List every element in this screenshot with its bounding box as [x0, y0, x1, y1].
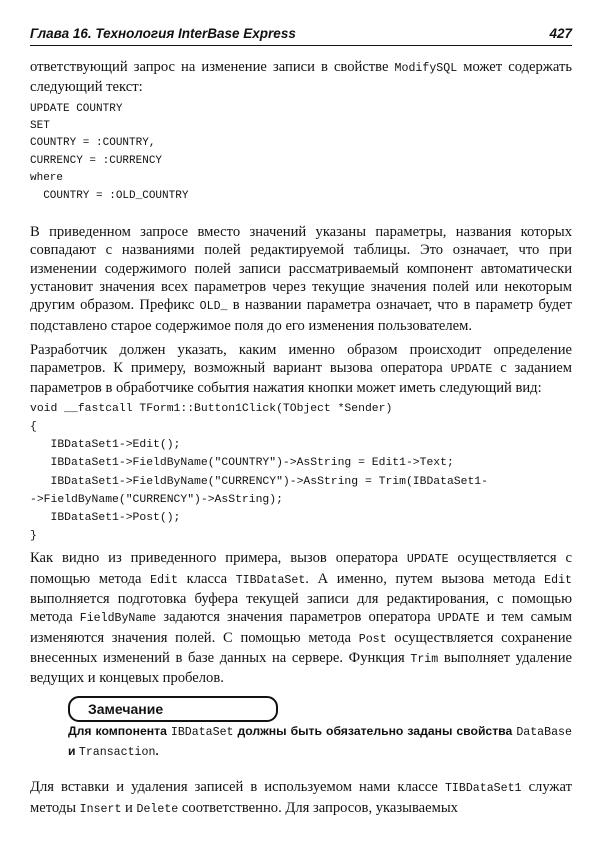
inline-code: Delete — [136, 802, 179, 816]
inline-code: Edit — [544, 573, 572, 587]
text: и — [68, 744, 79, 759]
paragraph-modifysql — [30, 58, 572, 97]
inline-code: UPDATE — [437, 612, 480, 626]
text: выполняется подготовка буфера текущей записи для редактирования, с помощью метода — [30, 590, 572, 626]
text: . — [155, 744, 159, 759]
text: должны быть обязательно заданы свойства — [233, 724, 517, 739]
note-body — [68, 722, 572, 762]
inline-code: ModifySQL — [394, 62, 458, 75]
text: и тем самым изменяются значения полей. С помощью метода — [30, 609, 573, 646]
text: соответственно. Для запросов, указываемых — [178, 799, 458, 816]
text: может содержать следующий текст: — [30, 59, 572, 96]
text: . А именно, путем вызова метода — [305, 570, 545, 587]
text: Для компонента — [68, 724, 171, 739]
text: выполняет удаление ведущих и концевых пробелов. — [30, 649, 572, 687]
page-number: 427 — [549, 26, 572, 41]
inline-code: OLD_ — [199, 300, 228, 314]
inline-code: TIBDataSet1 — [444, 782, 522, 796]
paragraph-parameters — [30, 223, 572, 335]
paragraph-explanation — [30, 549, 572, 687]
text: служат методы — [30, 779, 572, 816]
inline-code: Edit — [150, 573, 178, 587]
inline-code: UPDATE — [450, 363, 493, 377]
text: с заданием параметров в обработчике события нажатия кнопки может иметь следующий вид: — [30, 360, 572, 397]
text: и — [121, 799, 137, 816]
text: задаются значения параметров оператора — [156, 609, 438, 626]
text: В приведенном запросе вместо значений указаны параметры, названия которых совпадают с названиями полей редактируемой таблицы. Это означает, что при изменении содержимого полей записи рассматриваемый компонент автоматически установит значения всех параметров через текущие значения полей или некоторым другим образом. Префикс — [30, 224, 572, 314]
chapter-title: Глава 16. Технология InterBase Express — [30, 26, 296, 41]
note-heading — [30, 696, 572, 722]
text: класса — [177, 570, 236, 587]
paragraph-developer — [30, 341, 572, 398]
text: осуществляется сохранение внесенных изменений в базе данных на сервере. Функция — [30, 629, 572, 666]
inline-code: FieldByName — [79, 612, 157, 626]
inline-code: UPDATE — [406, 553, 449, 567]
text: в названии параметра означает, что в параметр будет подставлено старое содержимое поля до его изменения пользователем. — [30, 297, 572, 334]
inline-code: Trim — [410, 652, 439, 666]
running-header — [30, 26, 572, 46]
inline-code: DataBase — [516, 726, 572, 740]
paragraph-insert-delete — [30, 778, 572, 819]
text: Для вставки и удаления записей в используемом нами классе — [30, 779, 445, 796]
inline-code: Transaction — [78, 746, 156, 760]
text: Как видно из приведенного примера, вызов оператора — [30, 550, 407, 567]
note-title: Замечание — [68, 696, 278, 722]
inline-code: TIBDataSet — [235, 573, 306, 587]
text: осуществляется с помощью метода — [30, 550, 572, 587]
book-page — [30, 26, 572, 819]
text: Разработчик должен указать, каким именно образом происходит определение параметров. К примеру, возможный вариант вызова оператора — [30, 341, 572, 377]
sql-code-block: UPDATE COUNTRY SET COUNTRY = :COUNTRY, CURRENCY = :CURRENCY where COUNTRY = :OLD_COUNTRY — [30, 102, 189, 202]
cpp-code-block: void __fastcall TForm1::Button1Click(TObject *Sender) { IBDataSet1->Edit(); IBDataSet1->FieldByName("COUNTRY")->AsString = Edit1->Text; IBDataSet1->FieldByName("CURRENCY")->AsString = Trim(IBDataSet1- ->FieldByName("CURRENCY")->AsString); IBDataSet1->Post(); } — [30, 402, 488, 543]
inline-code: IBDataSet — [170, 726, 234, 740]
text: ответствующий запрос на изменение записи в свойстве — [30, 59, 395, 75]
inline-code: Post — [358, 632, 387, 646]
inline-code: Insert — [79, 802, 122, 816]
